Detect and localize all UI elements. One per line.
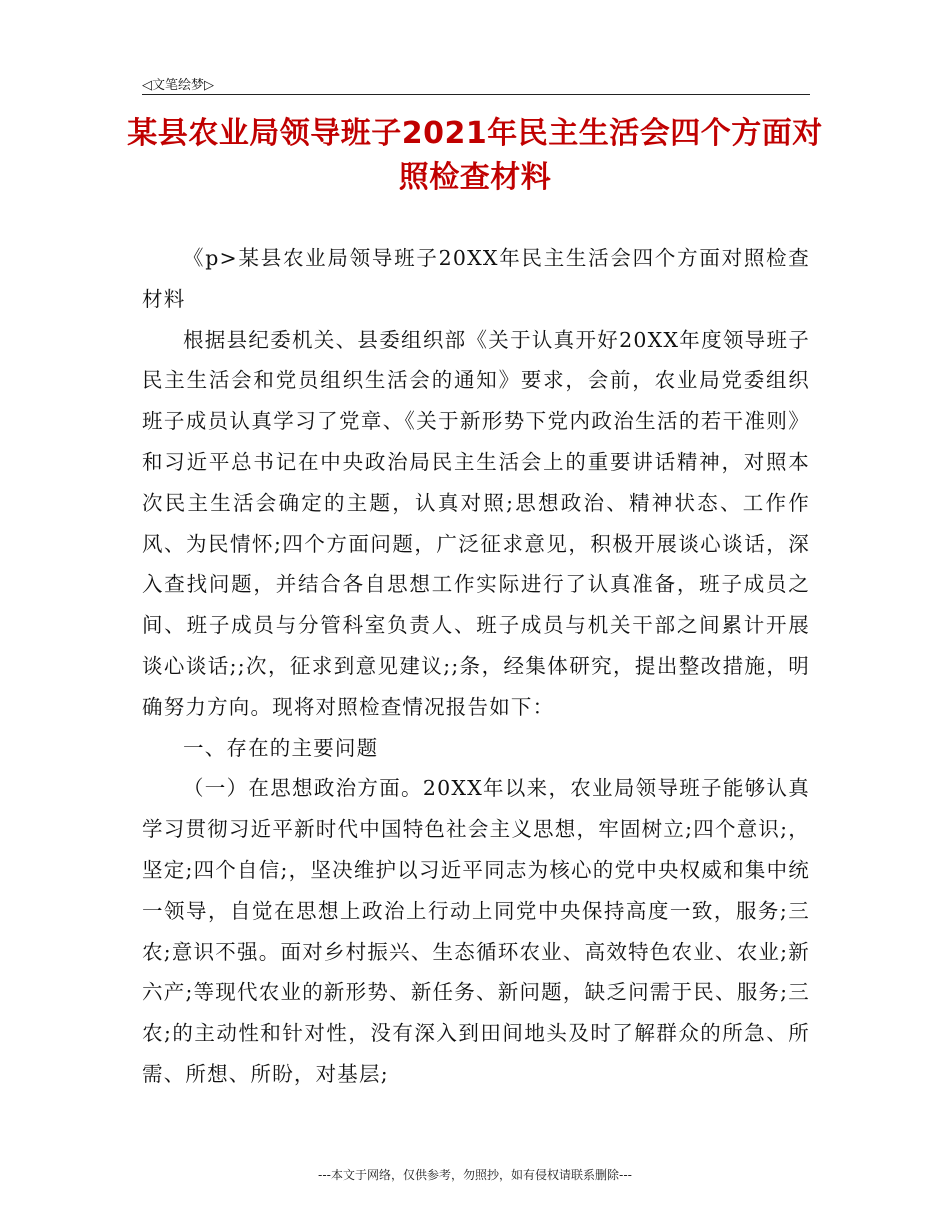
paragraph: 根据县纪委机关、县委组织部《关于认真开好20XX年度领导班子民主生活会和党员组织生活会的通知》要求，会前，农业局党委组织班子成员认真学习了党章、《关于新形势下党内政治生活的若干准则》和习近平总书记在中央政治局民主生活会上的重要讲话精神，对照本次民主生活会确定的主题，认真对照;思想政治、精神状态、工作作风、为民情怀;四个方面问题，广泛征求意见，积极开展谈心谈话，深入查找问题，并结合各自思想工作实际进行了认真准备，班子成员之间、班子成员与分管科室负责人、班子成员与机关干部之间累计开展谈心谈话;;次，征求到意见建议;;条，经集体研究，提出整改措施，明确努力方向。现将对照检查情况报告如下： (142, 327, 810, 719)
section-heading: 一、存在的主要问题 (183, 735, 379, 760)
footer-disclaimer: ---本文于网络，仅供参考，勿照抄，如有侵权请联系删除--- (318, 1168, 632, 1182)
document-body (142, 238, 810, 1095)
page-header (142, 72, 810, 95)
paragraph: 《p>某县农业局领导班子20XX年民主生活会四个方面对照检查材料 (142, 246, 810, 311)
brand-label: ◁文笔绘梦▷ (142, 78, 214, 93)
paragraph: （一）在思想政治方面。20XX年以来，农业局领导班子能够认真学习贯彻习近平新时代中国特色社会主义思想，牢固树立;四个意识;，坚定;四个自信;，坚决维护以习近平同志为核心的党中央权威和集中统一领导，自觉在思想上政治上行动上同党中央保持高度一致，服务;三农;意识不强。面对乡村振兴、生态循环农业、高效特色农业、农业;新六产;等现代农业的新形势、新任务、新问题，缺乏问需于民、服务;三农;的主动性和针对性，没有深入到田间地头及时了解群众的所急、所需、所想、所盼，对基层; (142, 776, 810, 1086)
document-title: 某县农业局领导班子2021年民主生活会四个方面对照检查材料 (127, 116, 823, 195)
